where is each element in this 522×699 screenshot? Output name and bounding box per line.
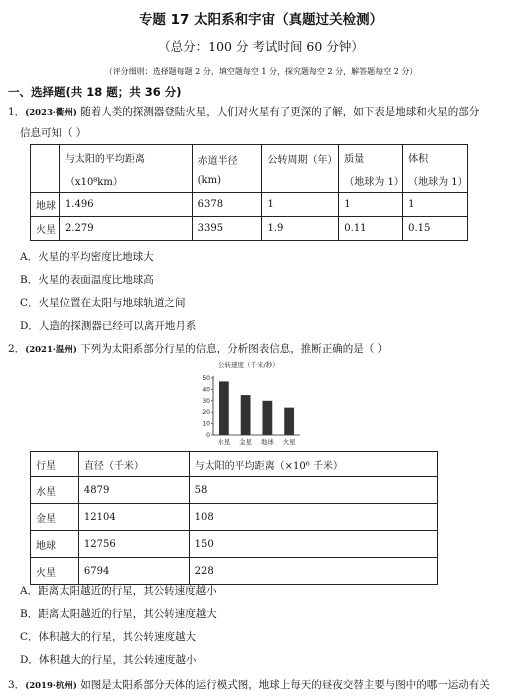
question-text: 随着人类的探测器登陆火星，人们对火星有了更深的了解，如下表是地球和火星的部分 (80, 106, 480, 118)
table-cell: 1.9 (262, 217, 339, 241)
x-tick-label: 水星 (217, 438, 231, 446)
bar (241, 395, 251, 435)
question-3 (8, 677, 490, 692)
table-cell: 12104 (78, 504, 189, 531)
question-number: 2． (8, 343, 26, 355)
q2-table (30, 451, 438, 585)
chart-title: 公转速度（千米/秒） (218, 361, 279, 369)
question-text: 如图是太阳系部分天体的运行模式图，地球上每天的昼夜交替主要与图中的哪一运动有关 (80, 679, 490, 691)
option-a[interactable]: A．火星的平均密度比地球大 (20, 251, 154, 263)
table-cell: 1 (403, 193, 468, 217)
y-tick-label: 10 (202, 420, 210, 428)
table-cell: 1.496 (59, 193, 192, 217)
question-source: (2023·衢州) (25, 108, 77, 118)
question-number: 3． (8, 679, 26, 691)
orbital-speed-bar-chart (196, 360, 306, 452)
table-cell: 水星 (31, 477, 79, 504)
x-tick-label: 金星 (239, 438, 253, 446)
table-cell: 6378 (192, 193, 262, 217)
bar (219, 381, 229, 435)
q1-table (30, 144, 468, 241)
question-1-line2: 信息可知（ ） (20, 127, 87, 139)
chart-bars (219, 381, 294, 435)
table-cell: 150 (189, 531, 437, 558)
scoring-note: （评分细则：选择题每题 2 分，填空题每空 1 分，探究题每空 2 分，解答题每空 2 分） (104, 67, 418, 76)
table-header-cell: 与太阳的平均距离 （x10⁸km） (59, 145, 192, 193)
question-number: 1． (8, 106, 26, 118)
table-cell: 金星 (31, 504, 79, 531)
table-header-row (31, 145, 468, 193)
table-row-label: 火星 (31, 217, 60, 241)
table-header-cell: 体积 （地球为 1） (403, 145, 468, 193)
y-tick-label: 40 (202, 386, 210, 394)
y-tick-label: 20 (202, 409, 210, 417)
table-row (31, 504, 438, 531)
table-header-cell: 直径（千米） (78, 452, 189, 477)
option-c[interactable]: C．体积越大的行星，其公转速度越大 (20, 631, 197, 643)
table-header-row (31, 452, 438, 477)
table-row (31, 531, 438, 558)
table-row (31, 477, 438, 504)
exam-info: （总分：100 分 考试时间 60 分钟） (158, 39, 364, 54)
x-tick-label: 地球 (260, 438, 274, 446)
table-cell: 1 (262, 193, 339, 217)
table-header-cell: 公转周期（年） (262, 145, 339, 193)
chart-labels (217, 437, 296, 446)
y-tick-label: 30 (202, 397, 210, 405)
option-c[interactable]: C．火星位置在太阳与地球轨道之间 (20, 297, 186, 309)
option-b[interactable]: B．距离太阳越近的行星，其公转速度越大 (20, 608, 217, 620)
option-b[interactable]: B．火星的表面温度比地球高 (20, 274, 154, 286)
x-tick-label: 火星 (282, 438, 296, 446)
page-title: 专题 17 太阳系和宇宙（真题过关检测） (138, 12, 384, 28)
bar (284, 408, 294, 435)
table-cell: 1 (339, 193, 403, 217)
table-header-cell: 赤道半径 (km) (192, 145, 262, 193)
question-1-line1 (8, 104, 479, 119)
bar (262, 401, 272, 435)
table-cell: 0.11 (339, 217, 403, 241)
table-header-cell: 与太阳的平均距离（×10⁶ 千米） (189, 452, 437, 477)
table-cell: 228 (189, 558, 437, 585)
option-d[interactable]: D．体积越大的行星，其公转速度越小 (20, 654, 197, 666)
question-source: (2021·温州) (25, 345, 77, 355)
option-d[interactable]: D．人造的探测器已经可以离开地月系 (20, 320, 197, 332)
section-heading: 一、选择题(共 18 题；共 36 分) (8, 85, 182, 99)
table-row-label: 地球 (31, 193, 60, 217)
table-cell: 12756 (78, 531, 189, 558)
table-cell: 108 (189, 504, 437, 531)
table-header-cell: 质量 （地球为 1） (339, 145, 403, 193)
table-cell: 6794 (78, 558, 189, 585)
table-cell: 4879 (78, 477, 189, 504)
question-2 (8, 341, 388, 356)
table-cell: 2.279 (59, 217, 192, 241)
table-row (31, 217, 468, 241)
table-header-cell: 行星 (31, 452, 79, 477)
table-cell: 0.15 (403, 217, 468, 241)
y-tick-label: 50 (202, 375, 210, 382)
table-row (31, 193, 468, 217)
table-cell: 火星 (31, 558, 79, 585)
table-row (31, 558, 438, 585)
table-cell: 58 (189, 477, 437, 504)
table-cell (31, 145, 60, 193)
question-source: (2019·杭州) (25, 681, 77, 691)
table-cell: 地球 (31, 531, 79, 558)
table-cell: 3395 (192, 217, 262, 241)
y-tick-label: 0 (206, 432, 210, 439)
question-text: 下列为太阳系部分行星的信息，分析图表信息，推断正确的是（ ） (80, 343, 389, 355)
option-a[interactable]: A．距离太阳越近的行星，其公转速度越小 (20, 585, 217, 597)
